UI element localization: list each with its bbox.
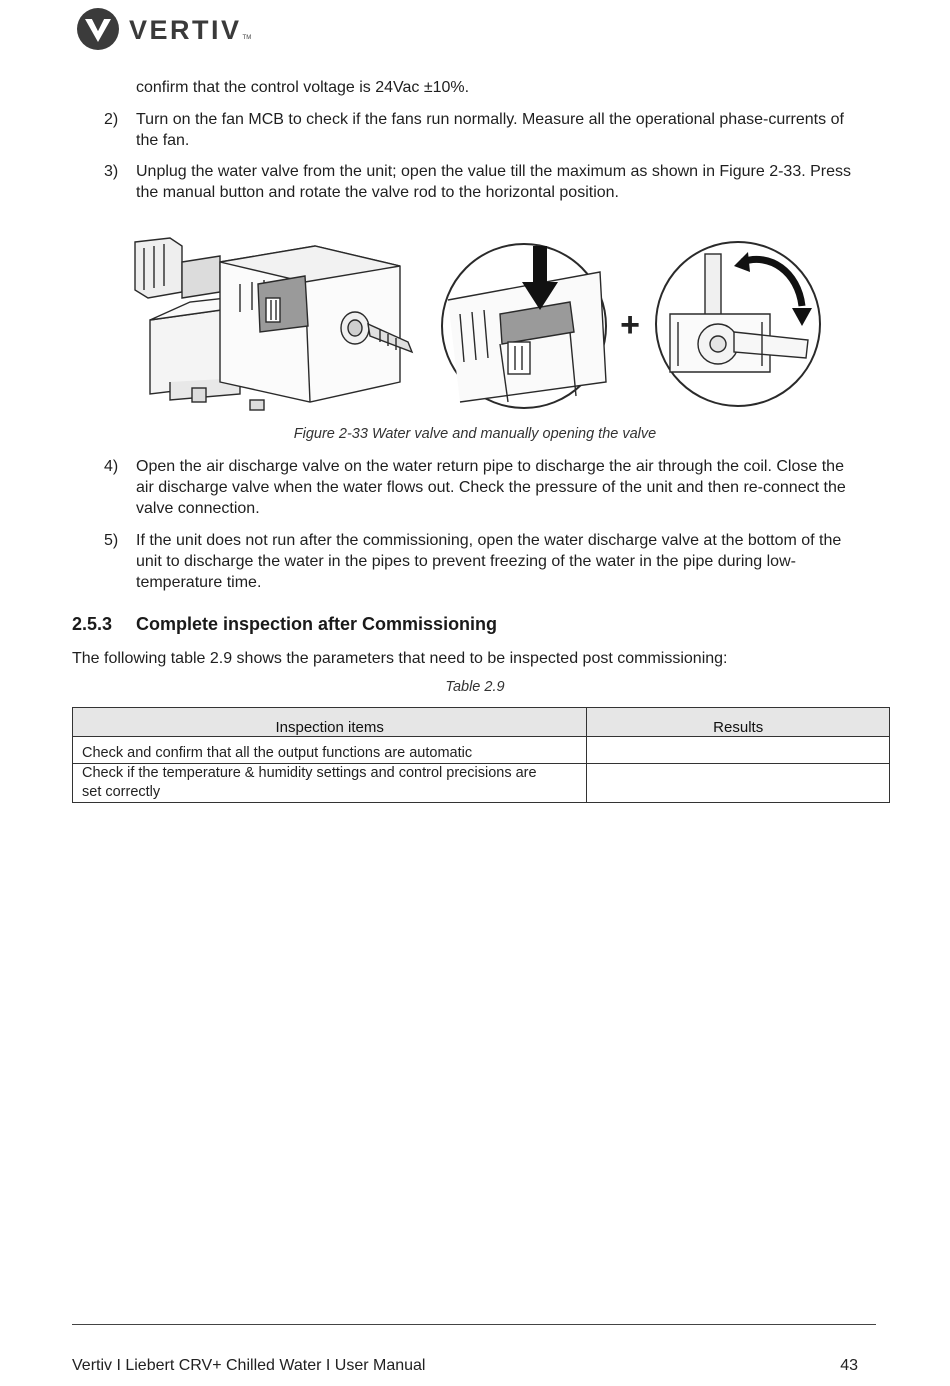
step-5-line-3: temperature time. bbox=[136, 574, 262, 591]
result-cell bbox=[587, 764, 890, 803]
valve-rotation-detail-circle bbox=[656, 242, 820, 406]
inspection-item-cell bbox=[73, 764, 587, 803]
section-title: Complete inspection after Commissioning bbox=[136, 614, 498, 634]
plus-sign: + bbox=[620, 306, 640, 344]
manual-button-detail-circle bbox=[442, 244, 606, 408]
step-4-line-3: valve connection. bbox=[136, 500, 260, 517]
step-4-line-1: Open the air discharge valve on the water return pipe to discharge the air through the coil. Close the bbox=[136, 458, 844, 475]
header-results: Results bbox=[587, 708, 890, 737]
step-4-line-2: air discharge valve when the water flows out. Check the pressure of the unit and then re-connect the bbox=[136, 479, 846, 496]
step-2-line-1: Turn on the fan MCB to check if the fans run normally. Measure all the operational phase-currents of bbox=[136, 111, 844, 128]
brand-name: VERTIV bbox=[129, 14, 242, 45]
step-2-number: 2) bbox=[104, 111, 119, 128]
step-5-number: 5) bbox=[104, 532, 119, 549]
inspection-table bbox=[72, 707, 890, 803]
table-row bbox=[73, 764, 890, 803]
section-heading bbox=[72, 614, 497, 635]
step-1-continuation: confirm that the control voltage is 24Vac ±10%. bbox=[136, 79, 470, 96]
inspection-item-text-line-2: set correctly bbox=[82, 784, 161, 800]
table-caption: Table 2.9 bbox=[445, 679, 505, 695]
table-row bbox=[73, 737, 890, 764]
inspection-item-text-line-1: Check if the temperature & humidity settings and control precisions are bbox=[82, 765, 537, 781]
step-3-line-1: Unplug the water valve from the unit; open the value till the maximum as shown in Figure 2-33. Press bbox=[136, 163, 852, 180]
section-intro: The following table 2.9 shows the parameters that need to be inspected post commissioning: bbox=[72, 650, 728, 667]
section-number: 2.5.3 bbox=[72, 614, 113, 634]
vertiv-logo bbox=[76, 6, 251, 52]
result-cell bbox=[587, 737, 890, 764]
page-number: 43 bbox=[840, 1357, 858, 1374]
inspection-item-text: Check and confirm that all the output functions are automatic bbox=[82, 745, 473, 761]
water-valve-figure bbox=[130, 232, 830, 414]
inspection-item-cell bbox=[73, 737, 587, 764]
step-5-line-1: If the unit does not run after the commissioning, open the water discharge valve at the bottom of the bbox=[136, 532, 842, 549]
footer-divider bbox=[72, 1324, 876, 1325]
footer-title: Vertiv I Liebert CRV+ Chilled Water I User Manual bbox=[72, 1357, 426, 1374]
step-4-number: 4) bbox=[104, 458, 119, 475]
table-header-row bbox=[73, 708, 890, 737]
header-inspection-items: Inspection items bbox=[73, 708, 587, 737]
valve-actuator-illustration bbox=[135, 238, 412, 410]
step-3-line-2: the manual button and rotate the valve rod to the horizontal position. bbox=[136, 184, 619, 201]
brand-trademark: TM bbox=[242, 35, 252, 41]
figure-caption: Figure 2-33 Water valve and manually opening the valve bbox=[293, 426, 657, 442]
step-2-line-2: the fan. bbox=[136, 132, 190, 149]
vertiv-logo-icon bbox=[76, 7, 120, 51]
step-3-number: 3) bbox=[104, 163, 119, 180]
step-5-line-2: unit to discharge the water in the pipes to prevent freezing of the water in the pipe during low- bbox=[136, 553, 796, 570]
